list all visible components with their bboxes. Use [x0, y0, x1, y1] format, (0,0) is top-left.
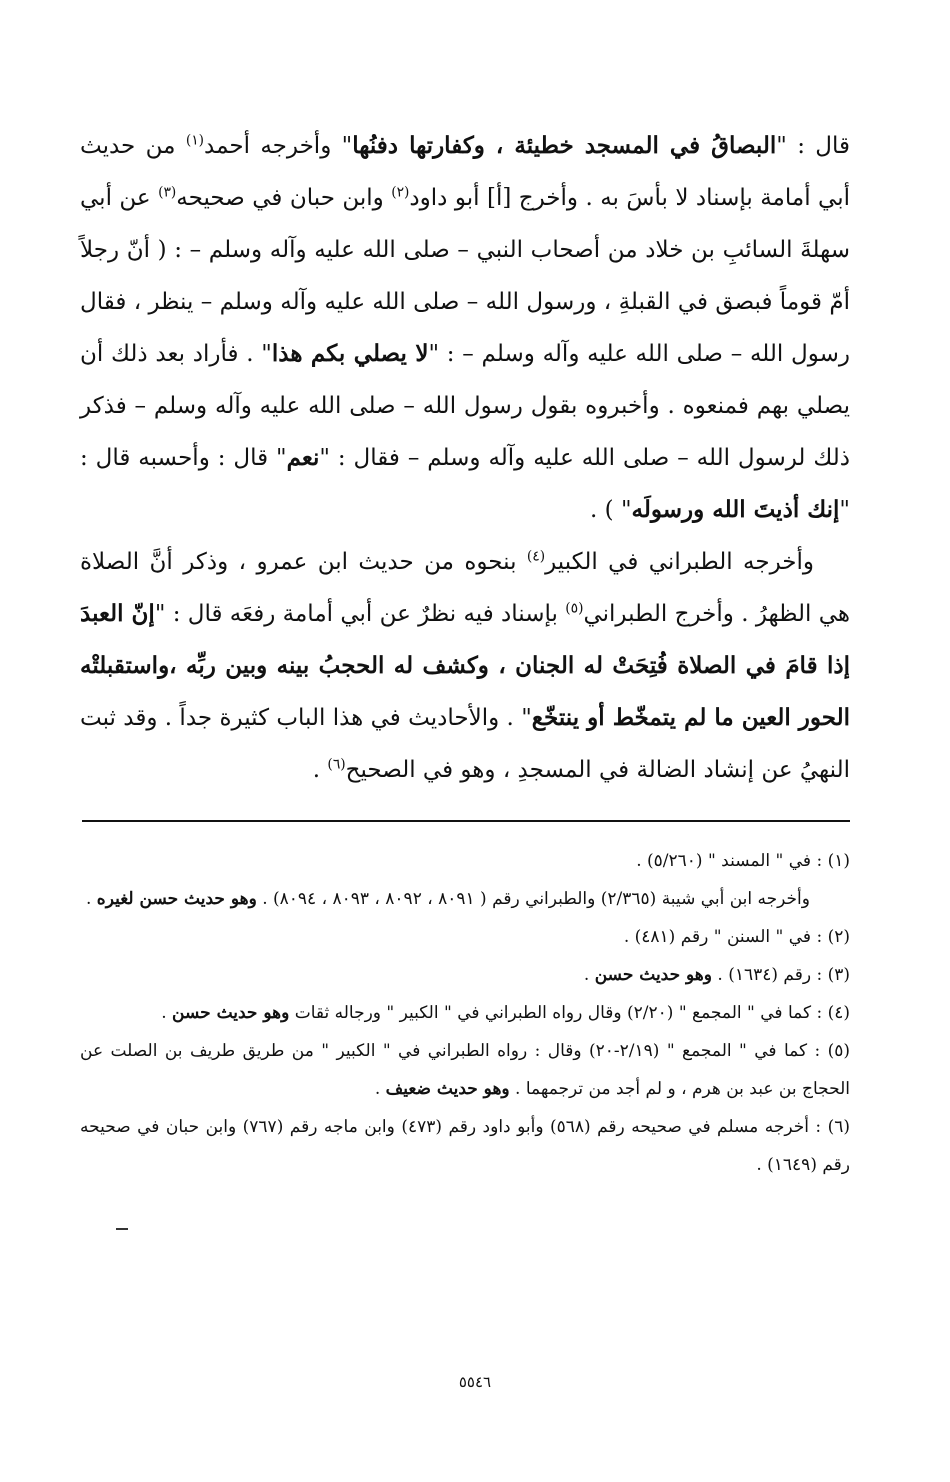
main-text: [80, 120, 850, 796]
text-run: وأخرجه الطبراني في الكبير: [545, 549, 814, 575]
page-number: ٥٥٤٦: [458, 1373, 492, 1391]
footnote-6-text: (٦) : أخرجه مسلم في صحيحه رقم (٥٦٨) وأبو داود رقم (٤٧٣) وابن ماجه رقم (٧٦٧) وابن حبان في صحيحه رقم (١٦٤٩) .: [80, 1117, 851, 1175]
hadith-quote: نعم: [286, 444, 320, 471]
text-run: عن أبي سهلةَ السائبِ بن خلاد من أصحاب النبي – صلى الله عليه وآله وسلم – : ( أنّ رجلاً أمّ قوماً فبصق في القبلةِ ، ورسول الله – صلى الله عليه وآله وسلم – ينظر ، فقال رسول الله – صلى الله عليه وآله وسلم – : ": [80, 185, 851, 367]
footnote-2: [80, 918, 850, 956]
hadith-quote: البصاقُ في المسجد خطيئة ، وكفارتها دفنُها: [352, 132, 777, 159]
text-run: .: [374, 1079, 386, 1099]
footnotes: [80, 842, 850, 1184]
footnote-ref-2: (٢): [391, 184, 410, 201]
text-run: بإسناد فيه نظرٌ عن أبي أمامة رفعَه قال : ": [154, 601, 566, 627]
hadith-quote: إنك أذيتَ الله ورسولَه: [631, 496, 840, 523]
text-run: " وأخرجه أحمد: [204, 133, 353, 159]
footnote-divider: [82, 820, 850, 822]
footnote-3: [80, 956, 850, 994]
margin-mark: [116, 1228, 128, 1230]
footnote-4: [80, 994, 850, 1032]
footnote-ref-1: (١): [185, 132, 205, 149]
footnote-ref-3: (٣): [158, 184, 177, 201]
footnote-5-grade: وهو حديث ضعيف: [385, 1079, 510, 1099]
hadith-quote: لا يصلي بكم هذا: [271, 340, 429, 367]
footnote-6: [80, 1108, 850, 1184]
text-run: .: [85, 889, 97, 909]
footnote-4-grade: وهو حديث حسن: [172, 1003, 290, 1023]
footnote-1-grade: وهو حديث حسن لغيره: [96, 889, 257, 909]
text-run: " . والأحاديث في هذا الباب كثيرة جداً . وقد ثبت النهيُ عن إنشاد الضالة في المسجدِ ، وهو في الصحيح: [80, 705, 850, 783]
footnote-1-continuation: [80, 880, 850, 918]
text-run: .: [583, 965, 595, 985]
footnote-3-text: (٣) : رقم (١٦٣٤) .: [711, 965, 850, 985]
hadith-quote: إنّ العبدَ إذا قامَ في الصلاة فُتِحَتْ له الجنان ، وكشف له الحجبُ بينه وبين ربِّه ،واستقبلتْه الحور العين ما لم يتمخّط أو ينتخّع: [80, 600, 850, 731]
text-run: .: [161, 1003, 173, 1023]
footnote-4-text: (٤) : كما في " المجمع " (٢/٢٠) وقال رواه الطبراني في " الكبير " ورجاله ثقات: [289, 1003, 850, 1023]
text-run: " . فأراد بعد ذلك أن يصلي بهم فمنعوه . وأخبروه بقول رسول الله – صلى الله عليه وآله وسلم – فذكر ذلك لرسول الله – صلى الله عليه وآله وسلم – فقال : ": [80, 341, 850, 471]
text-run: وابن حبان في صحيحه: [176, 185, 392, 211]
footnote-ref-4: (٤): [526, 548, 546, 565]
footnote-1-line-2: وأخرجه ابن أبي شيبة (٢/٣٦٥) والطبراني رقم ( ٨٠٩١ ، ٨٠٩٢ ، ٨٠٩٣ ، ٨٠٩٤) .: [262, 889, 810, 909]
text-run: " ) .: [590, 497, 632, 523]
footnote-1-line-1: (١) : في " المسند " (٥/٢٦٠) .: [636, 851, 850, 871]
text-run: " قال : وأحسبه قال : ": [80, 445, 850, 523]
text-run: قال : ": [776, 133, 851, 159]
footnote-ref-6: (٦): [327, 756, 346, 773]
footnote-ref-5: (٥): [565, 600, 584, 617]
paragraph-1: [80, 120, 850, 536]
text-run: من حديث أبي أمامة بإسناد لا بأسَ به . وأخرج [أ] أبو داود: [80, 133, 850, 211]
footnote-2-text: (٢) : في " السنن " رقم (٤٨١) .: [623, 927, 850, 947]
footnote-3-grade: وهو حديث حسن: [594, 965, 712, 985]
text-run: .: [312, 757, 328, 783]
footnote-5: [80, 1032, 850, 1108]
text-run: بنحوه من حديث ابن عمرو ، وذكر أنَّ الصلاة هي الظهرُ . وأخرج الطبراني: [80, 549, 851, 627]
paragraph-2: [80, 536, 850, 796]
footnote-5-text: (٥) : كما في " المجمع " (٢/١٩-٢٠) وقال : رواه الطبراني في " الكبير " من طريق طريف بن الصلت عن الحجاج بن عبد بن هرم ، و لم أجد من ترجمهما .: [80, 1041, 851, 1099]
footnote-1: [80, 842, 850, 880]
